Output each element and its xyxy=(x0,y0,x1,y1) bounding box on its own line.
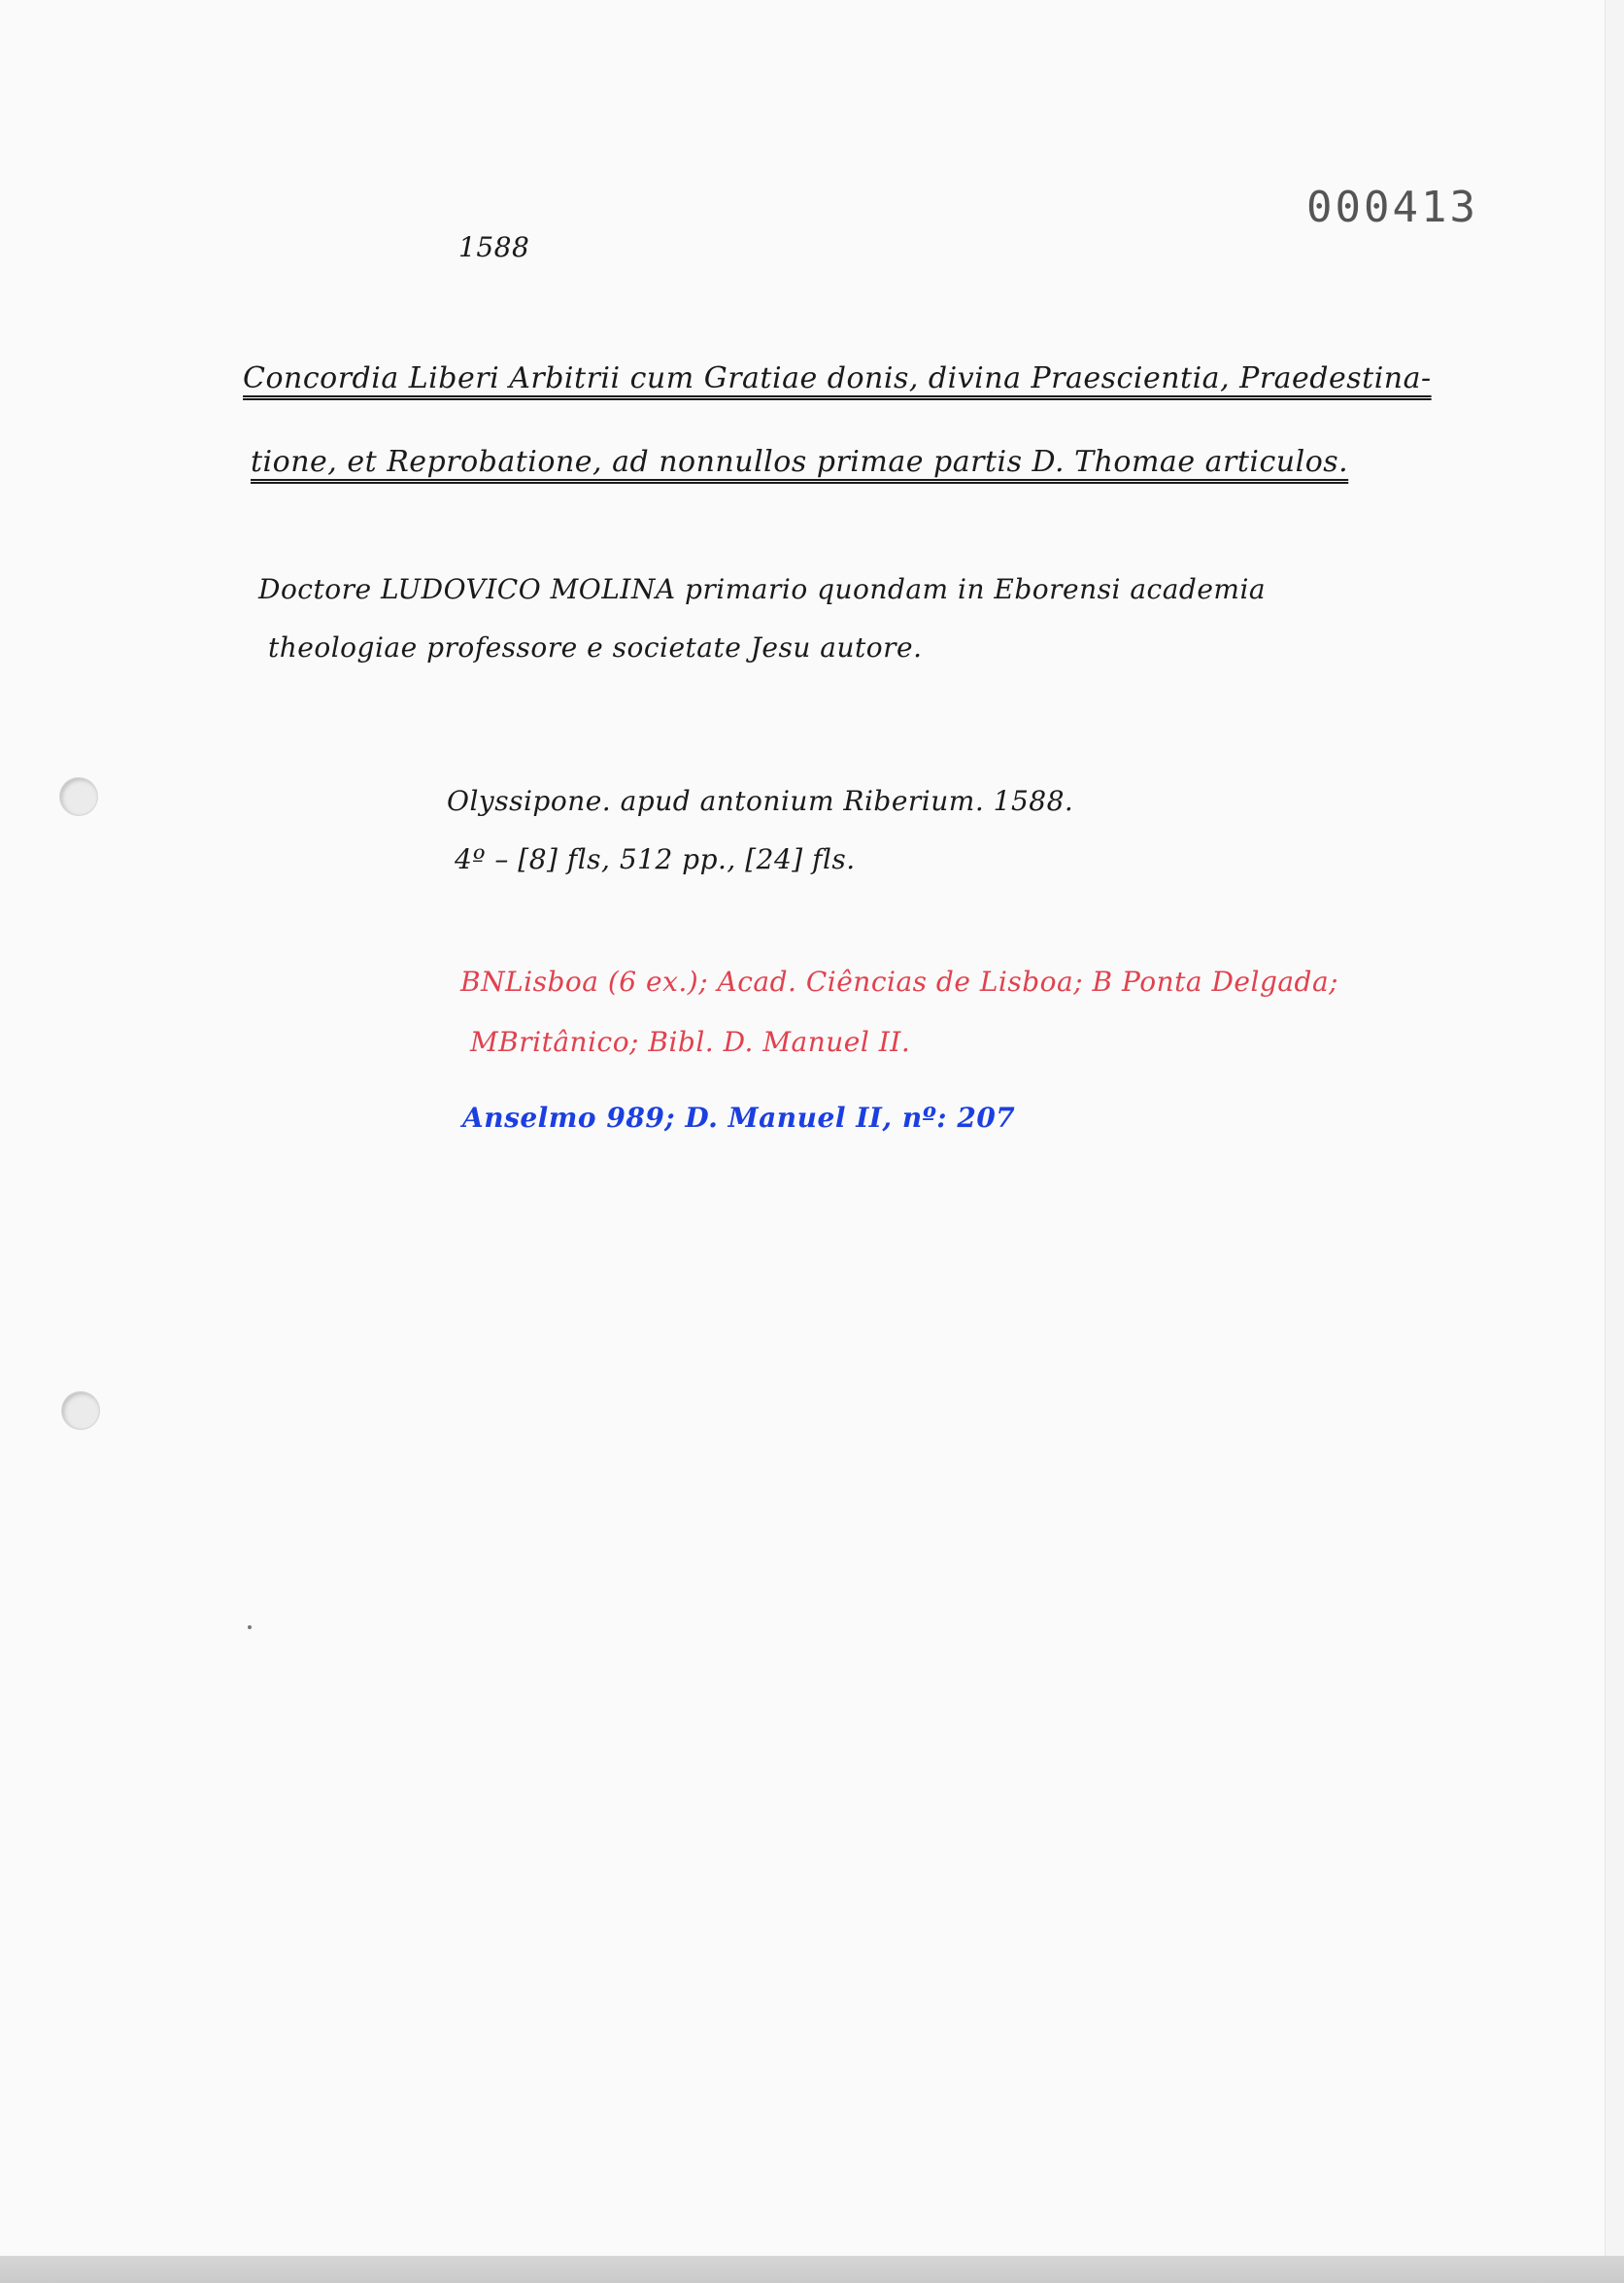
imprint-line-2: 4º – [8] fls, 512 pp., [24] fls. xyxy=(455,843,856,875)
binder-hole-top xyxy=(60,778,97,815)
author-line-1: Doctore LUDOVICO MOLINA primario quondam in Eborensi academia xyxy=(258,573,1267,605)
scan-bottom-edge xyxy=(0,2256,1624,2283)
title-line-2: tione, et Reprobatione, ad nonnullos primae partis D. Thomae articulos. xyxy=(251,445,1349,479)
year: 1588 xyxy=(458,231,530,263)
binder-hole-bottom xyxy=(62,1392,99,1429)
imprint-line-1: Olyssipone. apud antonium Riberium. 1588. xyxy=(447,785,1074,817)
holding-libraries-line-1: BNLisboa (6 ex.); Acad. Ciências de Lisboa; B Ponta Delgada; xyxy=(460,966,1339,998)
author-line-2: theologiae professore e societate Jesu autore. xyxy=(268,631,923,664)
title-line-1: Concordia Liberi Arbitrii cum Gratiae donis, divina Praescientia, Praedestina- xyxy=(243,361,1432,395)
paper-speck xyxy=(248,1625,252,1629)
bibliographic-references: Anselmo 989; D. Manuel II, nº: 207 xyxy=(462,1102,1016,1134)
catalog-stamp-number: 000413 xyxy=(1306,183,1478,232)
holding-libraries-line-2: MBritânico; Bibl. D. Manuel II. xyxy=(470,1026,911,1058)
